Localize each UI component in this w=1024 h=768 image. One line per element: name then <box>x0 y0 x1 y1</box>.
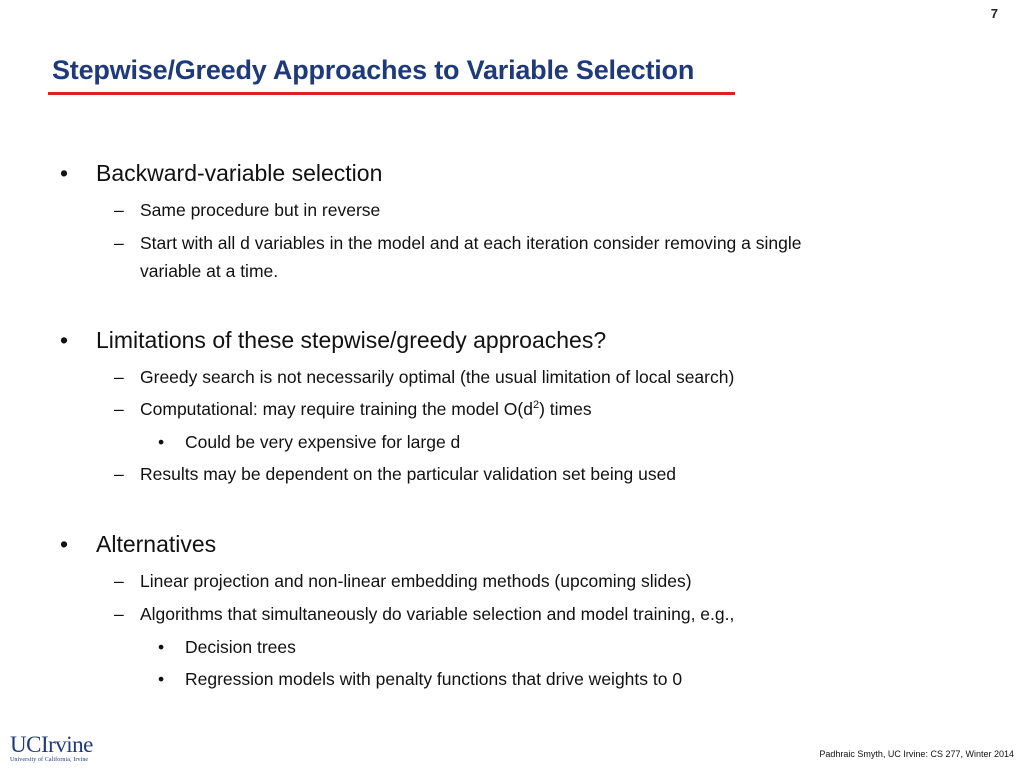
logo-sub-text: University of California, Irvine <box>10 757 89 763</box>
bullet-marker: • <box>158 637 165 657</box>
bullet-marker: • <box>158 669 165 689</box>
sub-sub-bullet-text: Regression models with penalty functions that drive weights to 0 <box>185 669 683 689</box>
bullet-marker: • <box>60 531 69 557</box>
sub-bullet-text: variable at a time. <box>140 261 279 281</box>
dash-marker: – <box>114 200 124 220</box>
title-underline <box>48 92 735 95</box>
logo-main-text: UCIrvine <box>10 732 93 757</box>
sub-sub-bullet-text: Could be very expensive for large d <box>185 432 461 452</box>
dash-marker: – <box>114 464 124 484</box>
bullet-text: Backward-variable selection <box>96 160 383 186</box>
sub-sub-bullet-text: Decision trees <box>185 637 296 657</box>
sub-bullet-text: Same procedure but in reverse <box>140 200 381 220</box>
page-number: 7 <box>990 6 998 21</box>
text-after-superscript: ) times <box>539 399 592 419</box>
sub-bullet-text <box>140 399 592 420</box>
sub-bullet-text: Results may be dependent on the particular validation set being used <box>140 464 677 484</box>
sub-bullet-text: Algorithms that simultaneously do variable selection and model training, e.g., <box>140 604 735 624</box>
bullet-marker: • <box>60 327 69 353</box>
footer-credit: Padhraic Smyth, UC Irvine: CS 277, Winter 2014 <box>819 749 1014 759</box>
dash-marker: – <box>114 571 124 591</box>
text-before-superscript: Computational: may require training the model O(d <box>140 399 533 419</box>
superscript: 2 <box>532 399 540 412</box>
dash-marker: – <box>114 604 124 624</box>
bullet-text: Limitations of these stepwise/greedy approaches? <box>96 327 607 353</box>
bullet-marker: • <box>60 160 69 186</box>
bullet-text: Alternatives <box>96 531 217 557</box>
slide-title: Stepwise/Greedy Approaches to Variable Selection <box>52 55 695 85</box>
uc-irvine-logo <box>10 733 100 765</box>
dash-marker: – <box>114 399 124 419</box>
sub-bullet-text: Linear projection and non-linear embedding methods (upcoming slides) <box>140 571 692 591</box>
sub-bullet-text: Greedy search is not necessarily optimal (the usual limitation of local search) <box>140 367 735 387</box>
bullet-marker: • <box>158 432 165 452</box>
sub-bullet-text: Start with all d variables in the model and at each iteration consider removing a single <box>140 233 802 253</box>
dash-marker: – <box>114 233 124 253</box>
dash-marker: – <box>114 367 124 387</box>
